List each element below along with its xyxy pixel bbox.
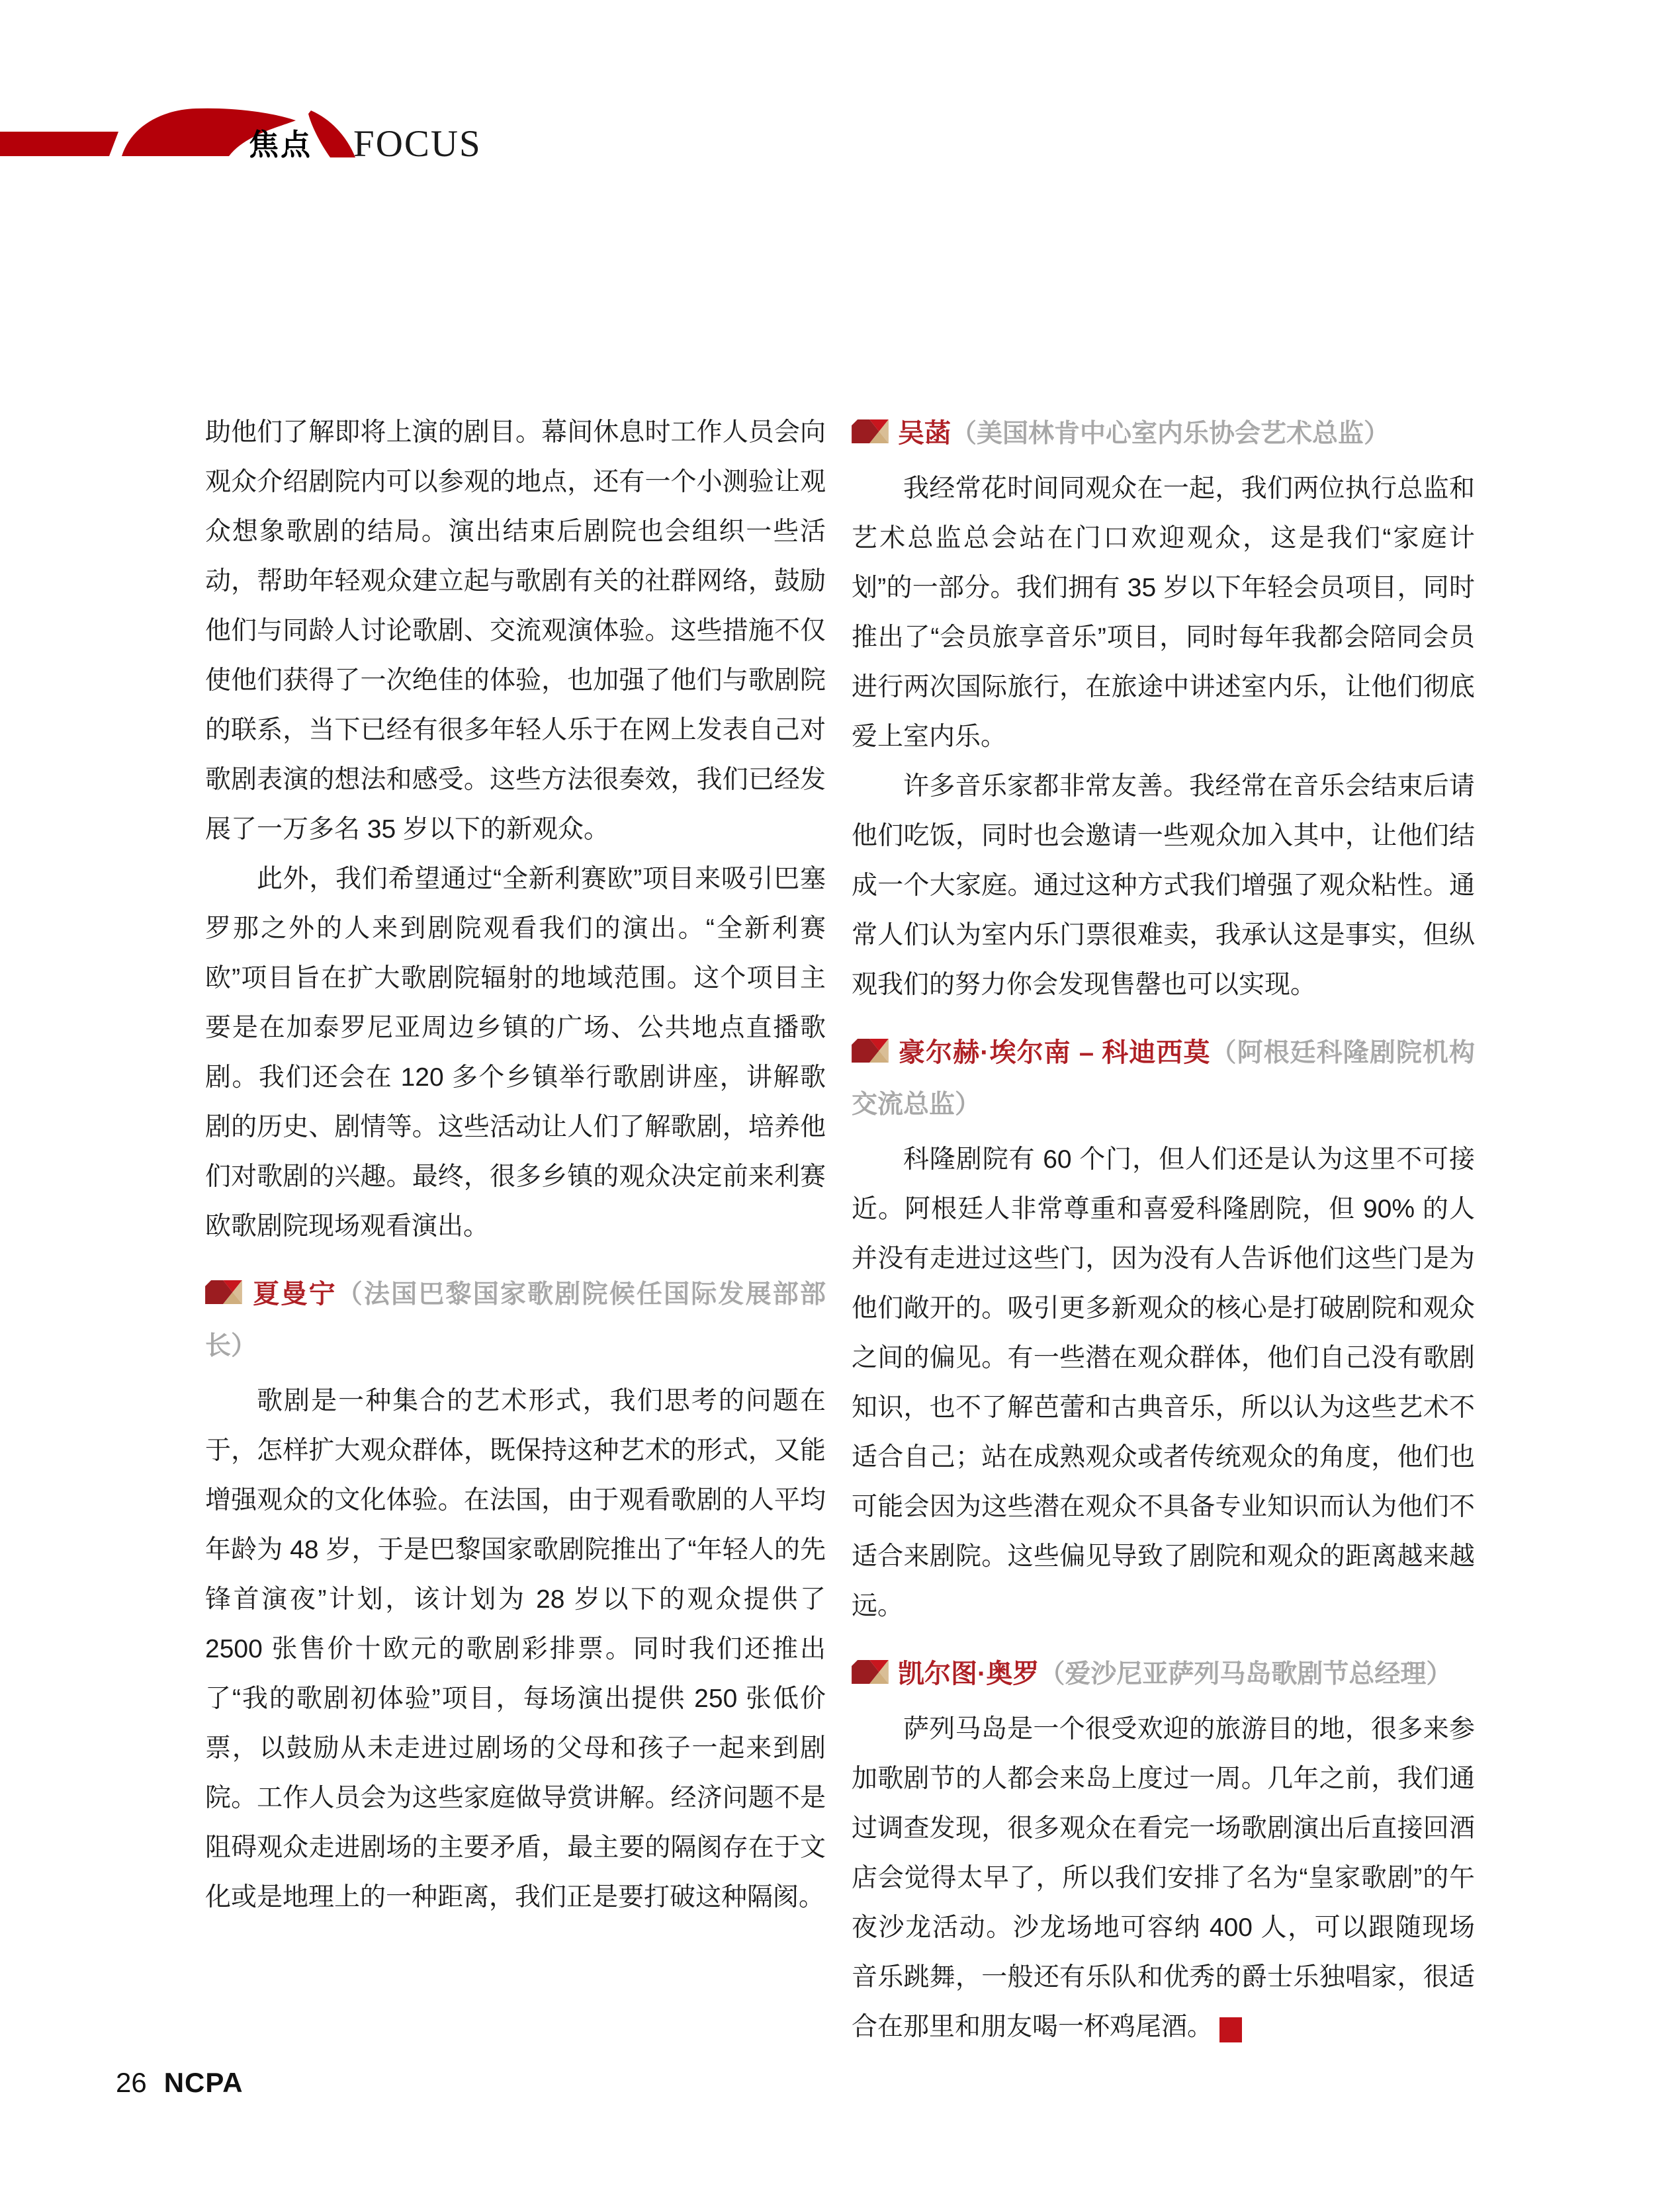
ncpa-logo-icon [852, 1039, 889, 1063]
section-title-english: FOCUS [353, 123, 482, 165]
page-footer [116, 2067, 243, 2099]
speaker-name: 夏曼宁 [251, 1280, 337, 1309]
speaker-name: 豪尔赫·埃尔南 – 科迪西莫 [898, 1038, 1211, 1067]
speaker-heading-wuhan [852, 408, 1475, 460]
banner-red-bar [0, 132, 118, 156]
ncpa-logo-icon [852, 1660, 889, 1684]
end-mark-line2: PA [1271, 2029, 1286, 2040]
paragraph: 歌剧是一种集合的艺术形式，我们思考的问题在于，怎样扩大观众群体，既保持这种艺术的形式，又能增强观众的文化体验。在法国，由于观看歌剧的人平均年龄为 48 岁，于是巴黎国家歌剧院推出了“年轻人的先锋首演夜”计划，该计划为 28 岁以下的观众提供了 2500 张售价十欧元的歌剧彩排票。同时我们还推出了“我的歌剧初体验”项目，每场演出提供 250 张低价票，以鼓励从未走进过剧场的父母和孩子一起来到剧院。工作人员会为这些家庭做导赏讲解。经济问题不是阻碍观众走进剧场的主要矛盾，最主要的隔阂存在于文化或是地理上的一种距离，我们正是要打破这种隔阂。 [205, 1387, 826, 1911]
section-title-chinese: 焦点 [249, 128, 313, 161]
speaker-affiliation: （阿根廷科隆剧院机构交流总监） [852, 1039, 1475, 1119]
right-column [852, 408, 1475, 2052]
speaker-heading-jorge [852, 1027, 1475, 1131]
footer-brand: NCPA [163, 2067, 243, 2098]
speaker-heading-xiamanning [205, 1268, 826, 1372]
speaker-heading-kairtu [852, 1648, 1475, 1700]
paragraph: 科隆剧院有 60 个门，但人们还是认为这里不可接近。阿根廷人非常尊重和喜爱科隆剧院，但 90% 的人并没有走进过这些门，因为没有人告诉他们这些门是为他们敞开的。吸引更多新观众的核心是打破剧院和观众之间的偏见。有一些潜在观众群体，他们自己没有歌剧知识，也不了解芭蕾和古典音乐，所以认为这些艺术不适合自己；站在成熟观众或者传统观众的角度，他们也可能会因为这些潜在观众不具备专业知识而认为他们不适合来剧院。这些偏见导致了剧院和观众的距离越来越远。 [852, 1145, 1475, 1620]
speaker-affiliation: （爱沙尼亚萨列马岛歌剧节总经理） [1039, 1660, 1452, 1688]
paragraph: 我经常花时间同观众在一起，我们两位执行总监和艺术总监总会站在门口欢迎观众，这是我们“家庭计划”的一部分。我们拥有 35 岁以下年轻会员项目，同时推出了“会员旅享音乐”项目，同时每年我都会陪同会员进行两次国际旅行，在旅途中讲述室内乐，让他们彻底爱上室内乐。 [852, 474, 1475, 751]
end-mark-line1: NC [1271, 2017, 1287, 2029]
ncpa-logo-icon [205, 1280, 242, 1304]
left-column [205, 408, 826, 1922]
page-number: 26 [116, 2067, 147, 2098]
paragraph: 此外，我们希望通过“全新利赛欧”项目来吸引巴塞罗那之外的人来到剧院观看我们的演出。“全新利赛欧”项目旨在扩大歌剧院辐射的地域范围。这个项目主要是在加泰罗尼亚周边乡镇的广场、公共地点直播歌剧。我们还会在 120 多个乡镇举行歌剧讲座，讲解歌剧的历史、剧情等。这些活动让人们了解歌剧，培养他们对歌剧的兴趣。最终，很多乡镇的观众决定前来利赛欧歌剧院现场观看演出。 [205, 865, 826, 1241]
speaker-name: 吴菡 [898, 419, 951, 448]
paragraph: 许多音乐家都非常友善。我经常在音乐会结束后请他们吃饭，同时也会邀请一些观众加入其中，让他们结成一个大家庭。通过这种方式我们增强了观众粘性。通常人们认为室内乐门票很难卖，我承认这是事实，但纵观我们的努力你会发现售罄也可以实现。 [852, 772, 1475, 999]
speaker-affiliation: （法国巴黎国家歌剧院候任国际发展部部长） [205, 1280, 826, 1360]
speaker-name: 凯尔图·奥罗 [898, 1659, 1039, 1688]
speaker-affiliation: （美国林肯中心室内乐协会艺术总监） [951, 419, 1390, 448]
banner-tail-swoosh [308, 110, 355, 157]
paragraph [852, 1704, 1475, 2052]
paragraph-text: 萨列马岛是一个很受欢迎的旅游目的地，很多来参加歌剧节的人都会来岛上度过一周。几年之前，我们通过调查发现，很多观众在看完一场歌剧演出后直接回酒店会觉得太早了，所以我们安排了名为“皇家歌剧”的午夜沙龙活动。沙龙场地可容纳 400 人，可以跟随现场音乐跳舞，一般还有乐队和优秀的爵士乐独唱家，很适合在那里和朋友喝一杯鸡尾酒。 [852, 1715, 1475, 2041]
ncpa-logo-icon [852, 419, 889, 443]
ncpa-end-mark [1219, 2017, 1287, 2042]
paragraph: 助他们了解即将上演的剧目。幕间休息时工作人员会向观众介绍剧院内可以参观的地点，还有一个小测验让观众想象歌剧的结局。演出结束后剧院也会组织一些活动，帮助年轻观众建立起与歌剧有关的社群网络，鼓励他们与同龄人讨论歌剧、交流观演体验。这些措施不仅使他们获得了一次绝佳的体验，也加强了他们与歌剧院的联系，当下已经有很多年轻人乐于在网上发表自己对歌剧表演的想法和感受。这些方法很奏效，我们已经发展了一万多名 35 岁以下的新观众。 [205, 418, 826, 844]
